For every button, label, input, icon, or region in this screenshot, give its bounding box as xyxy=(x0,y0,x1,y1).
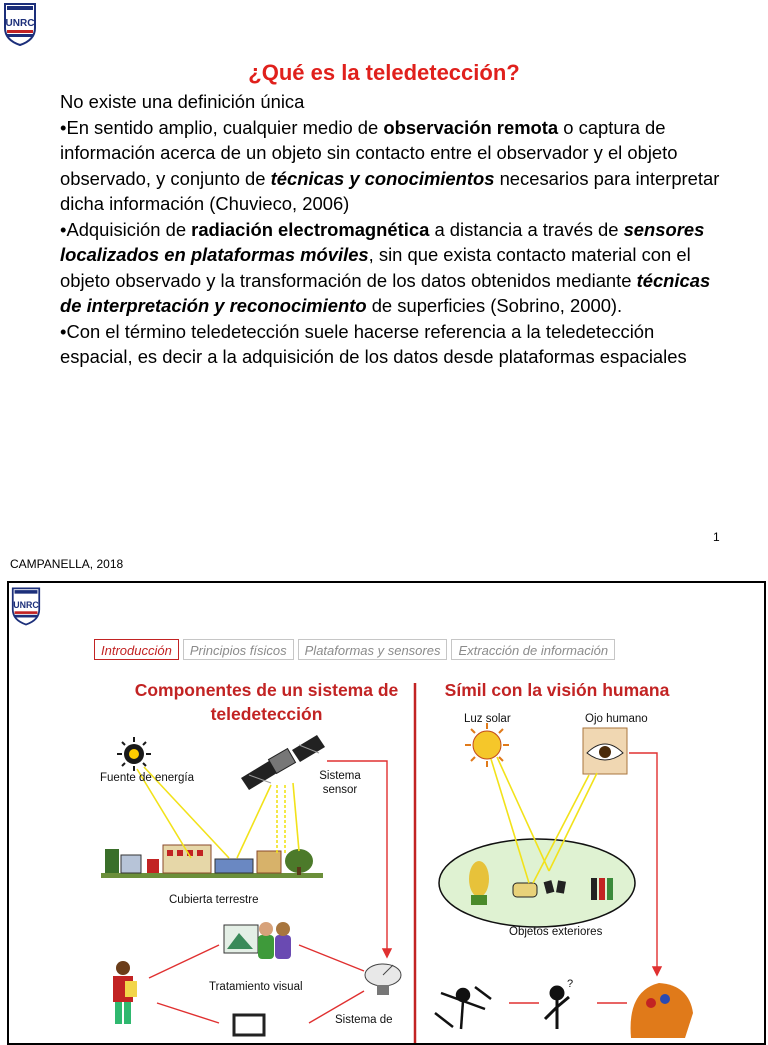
exterior-objects-illustration xyxy=(439,839,635,927)
user-person-icon xyxy=(113,961,137,1024)
brain-head-icon xyxy=(631,983,693,1038)
left-section-title: Componentes de un sistema de teledetección xyxy=(134,680,399,724)
question-mark: ? xyxy=(567,978,574,990)
diagram xyxy=(9,583,764,1043)
label-reception-system: Sistema de xyxy=(335,1014,393,1026)
thinking-person-icon xyxy=(545,987,569,1029)
paragraph-3: •Con el término teledetección suele hacerse referencia a la teledetección espacial, es decir a la adquisición de los datos desde plataformas espaciales xyxy=(60,320,687,367)
page-number: 1 xyxy=(713,530,720,544)
logo-text: UNRC xyxy=(5,18,35,29)
tab-principios-fisicos[interactable]: Principios físicos xyxy=(183,639,294,660)
label-land-cover: Cubierta terrestre xyxy=(169,894,259,906)
slide-body xyxy=(60,89,730,370)
energy-source-icon xyxy=(117,737,151,771)
paragraph-2: •Adquisición de radiación electromagnética a distancia a través de sensores localizados en plataformas móviles, sin que exista contacto material con el objeto observado y la transformación de los datos obtenidos mediante técnicas de interpretación y reconocimiento de superficies (Sobrino, 2000). xyxy=(60,218,711,316)
intro-text: No existe una definición única xyxy=(60,91,305,112)
footer-credit: CAMPANELLA, 2018 xyxy=(10,557,124,571)
land-cover-illustration xyxy=(101,845,323,878)
antenna-icon xyxy=(365,964,401,995)
paragraph-1: •En sentido amplio, cualquier medio de observación remota o captura de información acerca de un objeto sin contacto entre el observador y el objeto observado, y conjunto de técnicas y conocimientos necesarios para interpretar dicha información (Chuvieco, 2006) xyxy=(60,116,720,214)
label-exterior-objects: Objetos exteriores xyxy=(509,926,603,938)
sun-icon xyxy=(465,723,509,767)
logo-text: UNRC xyxy=(13,599,39,610)
eye-icon xyxy=(583,728,627,774)
page-title: ¿Qué es la teledetección? xyxy=(248,60,520,85)
label-visual-treatment: Tratamiento visual xyxy=(209,981,303,993)
label-sunlight: Luz solar xyxy=(464,713,511,725)
label-sensor-system: Sistema sensor xyxy=(319,770,361,796)
visual-treatment-icon xyxy=(224,922,291,959)
tab-introduccion[interactable]: Introducción xyxy=(94,639,179,660)
tab-extraccion-informacion[interactable]: Extracción de información xyxy=(451,639,615,660)
action-person-icon xyxy=(435,987,491,1029)
satellite-icon xyxy=(241,735,325,790)
unrc-logo xyxy=(3,2,37,46)
label-energy-source: Fuente de energía xyxy=(100,772,194,784)
right-section-title: Símil con la visión humana xyxy=(444,680,670,700)
tab-plataformas-sensores[interactable]: Plataformas y sensores xyxy=(298,639,448,660)
slide-2 xyxy=(7,581,766,1045)
label-human-eye: Ojo humano xyxy=(585,713,648,725)
